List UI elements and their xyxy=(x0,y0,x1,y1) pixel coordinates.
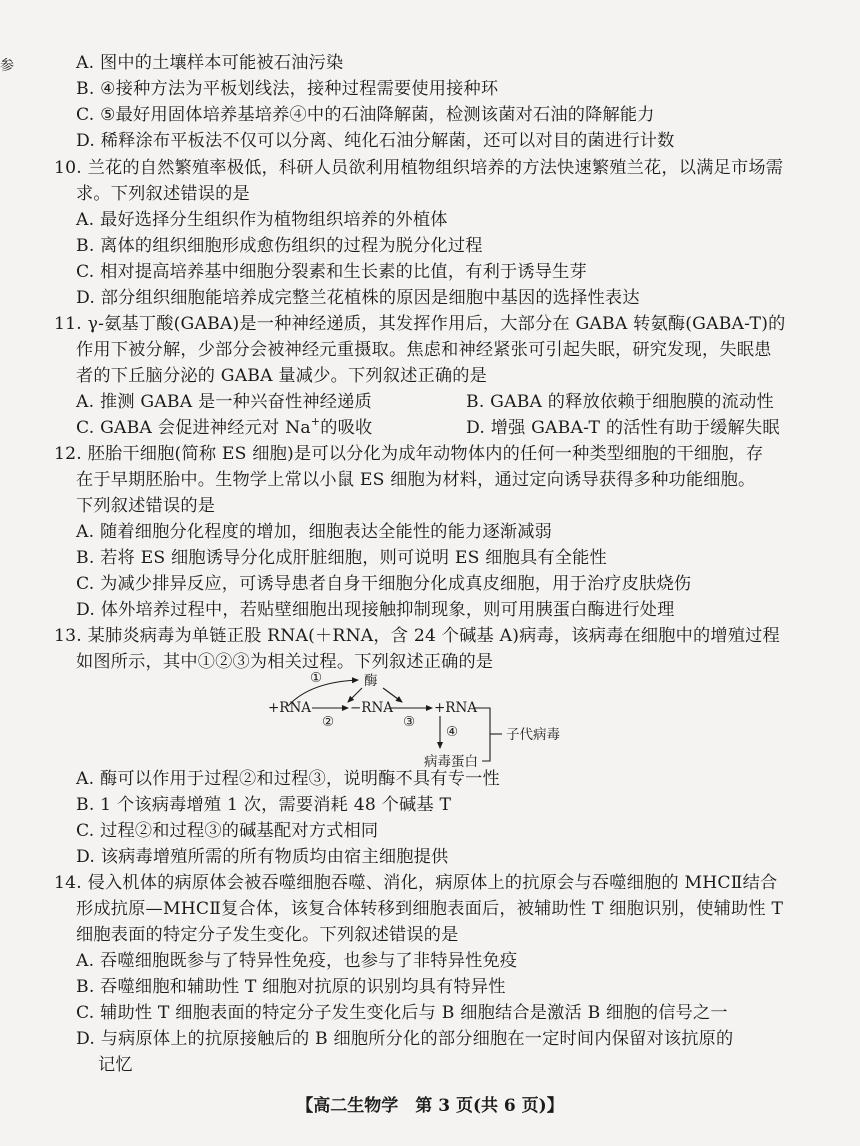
q11-option-c-superscript: + xyxy=(310,415,321,428)
virus-replication-diagram xyxy=(250,668,590,772)
q12-option-d: D. 体外培养过程中，若贴壁细胞出现接触抑制现象，则可用胰蛋白酶进行处理 xyxy=(76,600,675,620)
q13-stem-line-1: 13. 某肺炎病毒为单链正股 RNA(＋RNA，含 24 个碱基 A)病毒，该病毒在细胞中的增殖过程 xyxy=(54,626,780,646)
q9-option-b: B. ④接种方法为平板划线法，接种过程需要使用接种环 xyxy=(76,79,499,99)
q11-stem-line-1: 11. γ-氨基丁酸(GABA)是一种神经递质，其发挥作用后，大部分在 GABA 转氨酶(GABA-T)的 xyxy=(54,314,786,334)
q13-option-d: D. 该病毒增殖所需的所有物质均由宿主细胞提供 xyxy=(76,847,449,867)
q14-option-c: C. 辅助性 T 细胞表面的特定分子发生变化后与 B 细胞结合是激活 B 细胞的信号之一 xyxy=(76,1003,728,1023)
q13-option-c: C. 过程②和过程③的碱基配对方式相同 xyxy=(76,821,379,841)
q11-option-c-pre: C. GABA 会促进神经元对 Na xyxy=(76,418,311,438)
q12-option-b: B. 若将 ES 细胞诱导分化成肝脏细胞，则可说明 ES 细胞具有全能性 xyxy=(76,548,607,568)
q10-option-b: B. 离体的组织细胞形成愈伤组织的过程为脱分化过程 xyxy=(76,236,483,256)
diagram-step-4-label: ④ xyxy=(446,724,459,740)
q14-option-d-line-2: 记忆 xyxy=(98,1055,133,1075)
q11-stem-line-3: 者的下丘脑分泌的 GABA 量减少。下列叙述正确的是 xyxy=(76,366,488,386)
q12-stem-line-3: 下列叙述错误的是 xyxy=(76,496,216,516)
q14-option-d-line-1: D. 与病原体上的抗原接触后的 B 细胞所分化的部分细胞在一定时间内保留对该抗原的 xyxy=(76,1029,734,1049)
q10-stem-line-2: 求。下列叙述错误的是 xyxy=(76,184,250,204)
q14-stem-line-1: 14. 侵入机体的病原体会被吞噬细胞吞噬、消化，病原体上的抗原会与吞噬细胞的 MHCⅡ结合 xyxy=(54,873,778,893)
q12-option-a: A. 随着细胞分化程度的增加，细胞表达全能性的能力逐渐减弱 xyxy=(76,522,553,542)
q9-option-a: A. 图中的土壤样本可能被石油污染 xyxy=(76,53,344,73)
q11-option-b: B. GABA 的释放依赖于细胞膜的流动性 xyxy=(466,392,774,412)
q9-option-c: C. ⑤最好用固体培养基培养④中的石油降解菌，检测该菌对石油的降解能力 xyxy=(76,105,655,125)
q12-stem-line-1: 12. 胚胎干细胞(简称 ES 细胞)是可以分化为成年动物体内的任何一种类型细胞的干细胞，存 xyxy=(54,444,764,464)
q10-option-c: C. 相对提高培养基中细胞分裂素和生长素的比值，有利于诱导生芽 xyxy=(76,262,587,282)
q10-option-a: A. 最好选择分生组织作为植物组织培养的外植体 xyxy=(76,210,448,230)
q11-option-a: A. 推测 GABA 是一种兴奋性神经递质 xyxy=(76,392,372,412)
diagram-step-2-label: ② xyxy=(322,714,335,730)
q13-stem-line-2: 如图所示，其中①②③为相关过程。下列叙述正确的是 xyxy=(76,652,494,672)
q10-option-d: D. 部分组织细胞能培养成完整兰花植株的原因是细胞中基因的选择性表达 xyxy=(76,288,640,308)
q14-option-b: B. 吞噬细胞和辅助性 T 细胞对抗原的识别均具有特异性 xyxy=(76,977,506,997)
q10-stem-line-1: 10. 兰花的自然繁殖率极低，科研人员欲利用植物组织培养的方法快速繁殖兰花，以满足市场需 xyxy=(54,158,784,178)
q11-stem-line-2: 作用下被分解，少部分会被神经元重摄取。焦虑和神经紧张可引起失眠，研究发现，失眠患 xyxy=(76,340,772,360)
q14-option-a: A. 吞噬细胞既参与了特异性免疫，也参与了非特异性免疫 xyxy=(76,951,518,971)
q12-stem-line-2: 在于早期胚胎中。生物学上常以小鼠 ES 细胞为材料，通过定向诱导获得多种功能细胞。 xyxy=(76,470,756,490)
diagram-step-3-label: ③ xyxy=(403,714,416,730)
q14-stem-line-2: 形成抗原—MHCⅡ复合体，该复合体转移到细胞表面后，被辅助性 T 细胞识别，使辅助性 T xyxy=(76,899,784,919)
diagram-step-1-label: ① xyxy=(310,670,323,686)
q11-option-c-post: 的吸收 xyxy=(320,418,373,438)
diagram-enzyme-label: 酶 xyxy=(364,673,378,689)
q11-option-c xyxy=(76,415,372,442)
q11-option-d: D. 增强 GABA-T 的活性有助于缓解失眠 xyxy=(466,418,780,438)
edge-fragment-text: 参 xyxy=(0,58,14,74)
q9-option-d: D. 稀释涂布平板法不仅可以分离、纯化石油分解菌，还可以对目的菌进行计数 xyxy=(76,131,675,151)
q12-option-c: C. 为减少排异反应，可诱导患者自身干细胞分化成真皮细胞，用于治疗皮肤烧伤 xyxy=(76,574,692,594)
diagram-virus-protein: 病毒蛋白 xyxy=(424,754,478,770)
diagram-progeny-virus: 子代病毒 xyxy=(506,727,560,743)
page-footer: 【高二生物学 第 3 页(共 6 页)】 xyxy=(296,1096,564,1116)
diagram-plus-rna-parent: +RNA xyxy=(268,700,312,716)
q14-stem-line-3: 细胞表面的特定分子发生变化。下列叙述错误的是 xyxy=(76,925,459,945)
diagram-plus-rna-progeny: +RNA xyxy=(434,700,478,716)
q13-option-a: A. 酶可以作用于过程②和过程③，说明酶不具有专一性 xyxy=(76,769,500,789)
q13-option-b: B. 1 个该病毒增殖 1 次，需要消耗 48 个碱基 T xyxy=(76,795,452,815)
diagram-minus-rna: −RNA xyxy=(350,700,394,716)
